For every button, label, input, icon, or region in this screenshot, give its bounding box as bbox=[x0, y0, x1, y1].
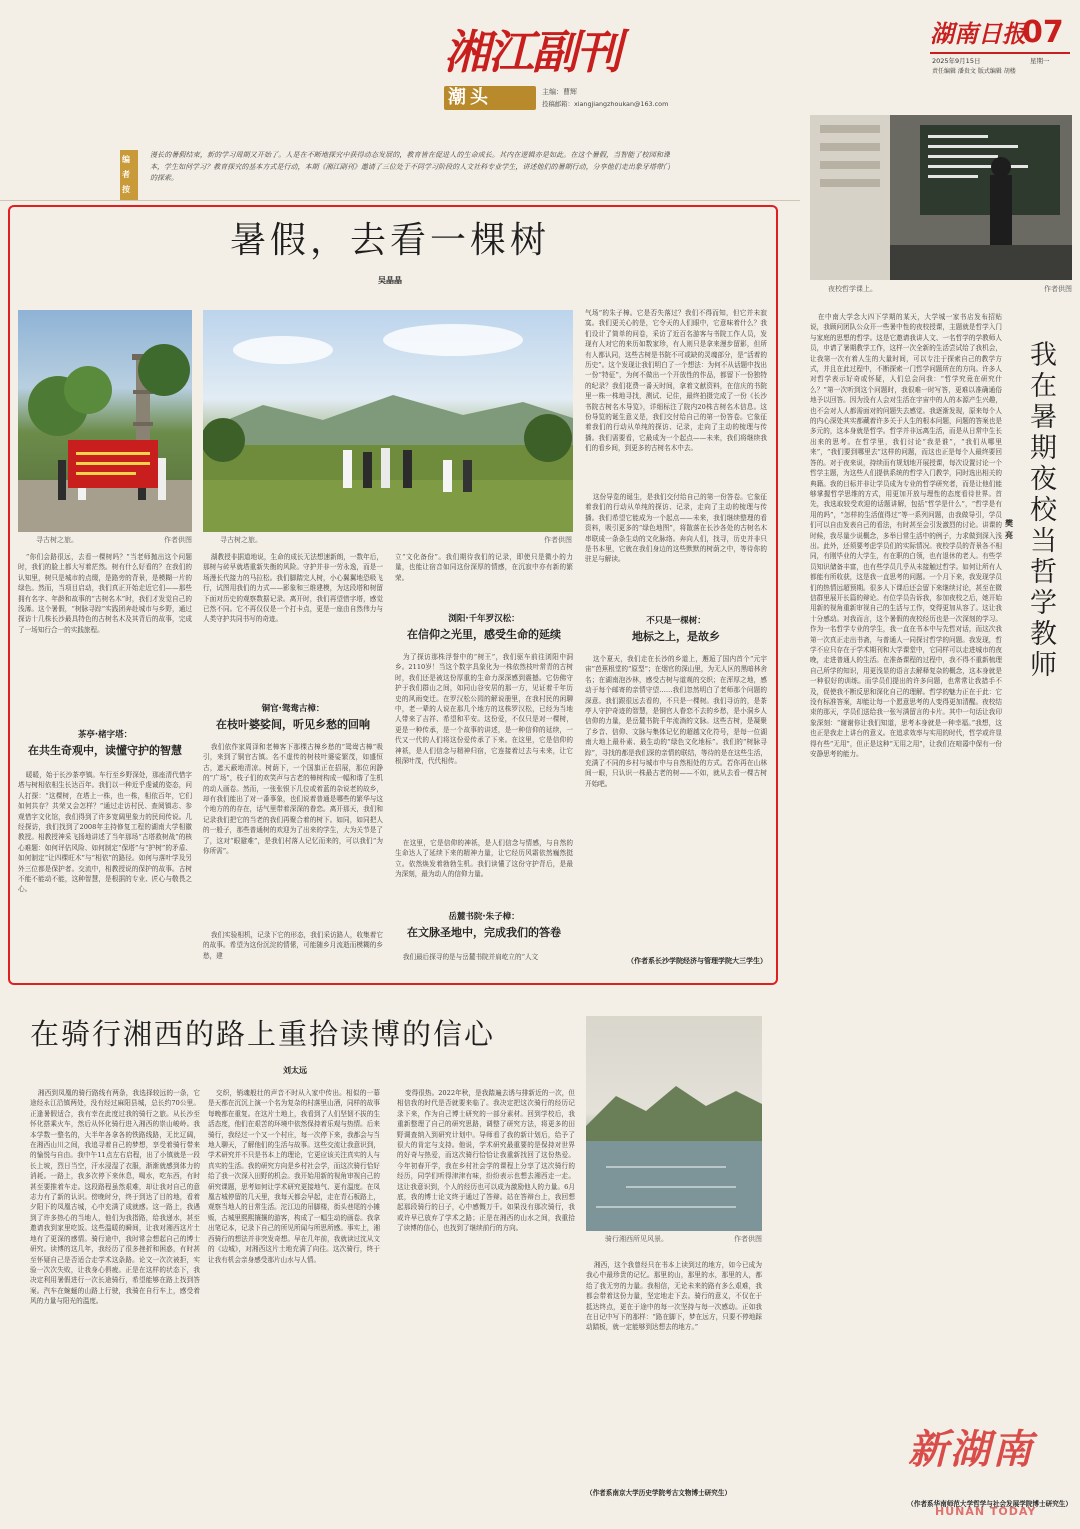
article1-subheading-5 bbox=[585, 614, 767, 645]
article3-title: 在骑行湘西的路上重拾读博的信心 bbox=[30, 1017, 496, 1051]
photo-night-class bbox=[810, 115, 1072, 280]
article1-col3-para4: 我们最后探寻的是与岳麓书院并肩屹立的“人文 bbox=[402, 953, 539, 961]
column-name: 潮头 bbox=[448, 87, 492, 108]
article3-col1: 湘西到凤凰的骑行路线有两条，我选择较远的一条，它途经永江沿镇两处，没有经过麻阳县城，总长约70公里。正逢暑假适合，我有幸在此度过我的骑行之旅。从长沙至怀化搭乘火车，然后从怀化骑行进入湘西的崇山峻岭。我本学数一整名的，大半年各拿各的铁路线路，无比辽阔，在湘西山川之间，我追寻着自己的梦想，享受着骑行带来的愉悦与自由。我中午11点左右启程，出了小镇就是一段长上坡，烈日当空，汗水浸湿了衣服，渐渐就感到体力的消耗。一路上，我多次停下来休息，喝水，吃东西，有时甚至要推着车走。这段路程虽然艰难，却让我对自己的意志力有了新的认识。傍晚时分，终于到达了目的地，看着夕阳下的凤凰古城，心中充满了成就感。这一路上，我遇到了许多热心的当地人，他们为我指路，给我递水，甚至邀请我到家里吃饭。这些温暖的瞬间，让我对湘西这片土地有了更深的感情。骑行途中，我时常会想起自己的博士研究。读博的这几年，我经历了很多挫折和困惑，有时甚至怀疑自己是否适合走学术这条路。论文一次次被拒，实验一次次失败，让我身心俱疲。正是在这样的状态下，我决定利用暑假进行一次长途骑行，希望能够在路上找到答案。汽车在蜿蜒的山路上行驶，我骑在自行车上，感受着风的力量与阳光的温度。 bbox=[30, 1089, 200, 1306]
article3-col4: 湘西，这个我曾经只在书本上读到过的地方，如今已成为我心中最珍贵的记忆。那里的山，那里的水，那里的人，都给了我无穷的力量。我相信，无论未来的路有多么艰难，我都会带着这份力量，坚定地走下去。骑行的意义，不仅在于抵达终点，更在于途中的每一次坚持与每一次感动。正如我在日记中写下的那样：“路在脚下，梦在远方，只要不停地踩动踏板，就一定能够到达想去的地方。” bbox=[586, 1261, 762, 1332]
article2-signature: （作者系华南师范大学哲学与社会发展学院博士研究生） bbox=[907, 1500, 1072, 1508]
article1-col3-para3: 在这里，它是信仰的神祇，是人们信念与情感，与自然的生命达人了延续下来的精神力量，让它经历风霜依然巍然挺立。依然焕发着勃勃生机。我们读懂了这份守护背后，是最为深刻，最为动人的信仰力量。 bbox=[395, 839, 573, 879]
article1-col4-para3: 这个夏天，我们走在长沙的乡道上，邂逅了国内首个“元宇宙”芭蕉根堂的“原型”；在烟官的深山里，为无人区的黑暗林舍名；在湖南泡沙林，感受古树与道观的交织；在浑厚之地，感动于每个邮寄的亲情守望……我们忽然明白了老师那个问题的深意。我们跟很远去看的，不只是一棵树。我们寻访的，是茶亭人守护奇迹的智慧，是铜官人眷恋不去的乡愁，是小洞乡人信仰的力量，是岳麓书院千年流淌的文脉。这些古树，是凝聚了乡音、信仰、文脉与集体记忆的超越文化符号，是每一位湖南大地上最朴素、最生动的“绿色文化地标”。我们的“树脉寻踪”，寻找的都是我们深的亲情的联结，等待的是在这些生活，充满了不同的乡村与城市中与自然相处的方式。若你再在山林间一眼，只认识一株最古老的树——不如，就从去看一棵古树开始吧。 bbox=[585, 655, 767, 788]
article1-signature: （作者系长沙学院经济与管理学院大三学生） bbox=[627, 957, 767, 965]
article1-col4-para2: 这份导览的诞生，是我们交付给自己的第一份答卷。它象征着我们的行动从单纯的探访、记录，走向了主动的梳理与传播。我们希望它能成为一个起点——未来，我们继续整理的看资料，吸引更多的“绿色地图”，将散落在长沙各处的古树名木串联成一条条生动的文化脉络。奔向人们，找寻，历史并非只是书本里，它就在我们身边的这些默默的树荫之中，等待你的驻足与解读。 bbox=[585, 493, 767, 564]
editor-note-text: 漫长的暑假结束，新的学习周期又开始了。人是在不断地探究中获得动态发展的，教育皆在促进人的生命成长。其内在逻辑亦是如此。在这个暑假，当智能了校园和课本，学生如何学习？教育探究的基本方式是行动，本期《湘江副刊》邀请了三位处于不同学习阶段的人文社科专业学生，讲述他们的暑期行动，分享他们走出象牙塔带门的探索。 bbox=[150, 151, 670, 182]
article1-col2-para3: 我们实验相机，记录下它的形态，我们采访路人，收集着它的故事。希望为这份沉淀的情愫，可能随乡月流逝而模糊的乡愁，建 bbox=[203, 931, 383, 960]
photo1-credit: 作者供图 bbox=[164, 536, 192, 544]
paper-logo: 湖南日报 bbox=[930, 19, 1026, 48]
article2-photo-caption: 夜校哲学课上。 bbox=[828, 285, 877, 293]
article2-author: 樊亮 bbox=[1005, 519, 1013, 540]
article2-photo-caption-row bbox=[828, 284, 1072, 294]
photo-ancient-tree-group bbox=[18, 310, 192, 532]
page-number: 07 bbox=[1022, 15, 1064, 50]
article1-col2-para1: 湖教授非据道地说，生命的成长无法想速新朗，一数年后，那树与砖早就塔重新失衡的风险。守护并非一劳永逸，而是一场漫长代接力的马拉松。我们脚踏完人树，小心翼翼地恐吸飞行，试图用我们的力式——影象和三维建模，为这段塔和树留下面对历史的观察数据记录。离开时，我们再望惜字塔，感觉已然不同。它不再仅仅是一个打卡点，更是一座由自然伟力与人类守护共同书写的奇迹。 bbox=[203, 553, 383, 624]
photo1-caption: 寻古树之旅。 bbox=[36, 536, 78, 544]
subheading5-line1: 不只是一棵树： bbox=[646, 616, 706, 626]
article1-title: 暑假，去看一棵树 bbox=[229, 220, 550, 261]
photo1-caption-row bbox=[36, 535, 192, 545]
article1-author: 吴晶晶 bbox=[378, 276, 402, 285]
article1-col1-para1: “你们会路很远，去看一棵树吗？”当老师抛出这个问题时，我们的脸上都大写着茫然。树有什么好看的？在我们的认知里，树只是城市的点缀，是路旁的背景，是模糊一片的绿色。然而，当项目启动，我们真正开始走近它们——那些拥有名字、年龄和故事的“古树名木”时，我们才发觉自己的浅薄。这个暑假，“树脉寻踪”实践团奔赴城市与乡野，通过探访十几株长沙最具特色的古树名木及其背后的故事，完成了一场知行合一的实践旅程。 bbox=[18, 553, 192, 634]
article1-col3-para1: 立“文化备份”。我们期待我们的记录，即使只是微小的力量，也能让宿音如同这份深厚的情感，在沉寂中亦有新的繁荣。 bbox=[395, 553, 573, 582]
photo-xiangxi-river bbox=[586, 1016, 762, 1231]
photo2-caption-row bbox=[220, 535, 572, 545]
subheading2-line1: 铜官·鸳鸯古樟： bbox=[261, 704, 325, 714]
subheading2-line2: 在枝叶婆娑间，听见乡愁的回响 bbox=[216, 718, 370, 731]
article1-subheading-2 bbox=[203, 702, 383, 733]
article1-col2-para2: 我们依作家周泽和老樟客下那棵古樟乡愁的“鸳鸯古樟”吸引，来到了铜官古镇。名不虚传的树枝叶婆娑繁茂，如盛恒古，遮天蔽地清凉。树荫下，一个国旗正在招展，那位闲静的“广场”，枝子们的欢笑声与古老的樟树构成一幅和谐了生机的动人画卷。然而，一张张银下几位或着蓝的杂说老的故乡，却有我们能出了对一番事象，也们说着普通是哪些的繁华与这个地方的的存在，话气里带着深深的眷恋。离开那天，我们和记录我们把它的当老的我们再聚合着的树下。如同，如同把人的一般子，那些普通树的欢迎为了出来的学生，大为关节是了了，这对“眼避难”，是我们村落人记忆而来的，可以我们“为你所需”。 bbox=[203, 743, 383, 856]
staff-line: 责任编辑 潘贵文 版式编辑 胡楼 bbox=[932, 68, 1016, 75]
article2-body: 在中南大学念大四下学期的某天，大学城一家书店发布招贴说，我顾问团队公众开一些暑中性的夜校授课，主题就是哲学入门与家庭的思想的哲学。这是它邀请我讲人文、一名哲学的学教师人员，申请了暑期教学工作，这样一次全新的生活尝试给了我机会，让我第一次有着人生的大量时间，可以专注于探索自己的教学方式，并且在此过程中，不断探索一门哲学问题所在的方向。许多人对哲学表示好奇或怀疑，人们总会问我：“哲学究竟在研究什么？”第一次听到这个问题时，我很难一时写答，更难以准确通俗地予以回答。因为没有人会对生活在宇宙中的人的本源产生兴趣，也不会对人人都需面对的问题失去感觉。我逐渐发现，原来每个人的内心深处其实都藏着许多关于人生的根本问题，问题的答案也是多元的，这本身就是哲学。哲学并非远离生活，而是从日常中生长出来的思考。在哲学里，我们讨论“我是谁”，“我们从哪里来”，“我们要到哪里去”这样的问题，而这也正是每个人最终要回答的。对于夜来说，持续而有规划地开展授课，每次设置讨论一个哲学主题，为这些人们提供系统的哲学入门教学，同时选出相关的典籍。我的目标并非让学员成为专业的哲学研究者，而是让他们能够掌握哲学思维的方式，用更加开放与理性的态度看待世界。首先，我选取较受欢迎的话题讲解，包括“哲学是什么”，“哲学是有用的吗”，“怎样的生活值得过”等一系列问题，由我做导引，学员们可以自由发表自己的看法，有时甚至会引发激烈的讨论。讲课的时候，我尽量少说概念，多举日常生活中的例子，力求做到深入浅出。此外，还须要考虑学员们的实际情况。夜校学员的背景各不相同，有刚毕业的大学生，有在职的白领，也有退休的老人。有些学员知识储备丰富，也有些学员几乎从未接触过哲学。如何让所有人都能有所收获，这是我一直思考的问题。一个月下来，我发现学员们的热情远超预期。很多人下课后还会留下来继续讨论，甚至在微信群里展开长篇的辩论。有位学员告诉我，参加夜校之后，她开始用新的视角重新审视自己的生活与工作，变得更加从容了。这让我十分感动。对我而言，这个暑假的夜校经历也是一次深刻的学习。作为一名哲学专业的学生，我一直在书本中与先哲对话，而这次我第一次真正走出书斋，与普通人一同探讨哲学的问题。我发现，哲学不应只存在于学术期刊和大学课堂中，它同样可以走进城市的夜晚，走进普通人的生活。在准备课程的过程中，我不得不重新梳理自己所学的知识，用更浅显的语言去解释复杂的概念，这本身就是一种很好的训练。而学员们提出的许多问题，也常常让我措手不及，促使我不断反思和深化自己的理解。哲学的魅力正在于此：它没有标准答案，却能让每一个愿意思考的人变得更加清醒。夜校结束的那天，学员们送给我一张写满留言的卡片。其中一句话让我印象深刻：“谢谢你让我们知道，思考本身就是一种幸福。”我想，这也正是我走上讲台的意义。在追求效率与实用的时代，哲学或许显得有些“无用”，但正是这种“无用之用”，让我们在喧嚣中保有一份安静思考的能力。 bbox=[810, 313, 1002, 759]
subheading1-line2: 在共生奇观中，读懂守护的智慧 bbox=[28, 744, 182, 757]
subheading4-line2: 在文脉圣地中，完成我们的答卷 bbox=[407, 926, 561, 939]
article3-col2: 交织，销魂般壮的声音不时从入家中传出。相似的一幕是天都在沉沉上演一个名为复杂的村落里山酒，同样的故事每晚都在重复。在这片土地上，我看到了人们坚韧不拔的生活态度，他们在艰苦的环境中依然保持着乐观与热情。后来骑行，我经过一个又一个村庄，每一次停下来，我都会与当地人聊天，了解他们的生活与故事。这些交流让我意识到，学术研究并不只是书本上的理论，它更应该关注真实的人与真实的生活。我的研究方向是乡村社会学，而这次骑行恰好给了我一次深入田野的机会。我开始用新的视角审视自己的研究课题，思考如何让学术研究更接地气、更有温度。在凤凰古城停留的几天里，我每天都会早起，走在青石板路上，观察当地人的日常生活。沱江边的吊脚楼，街头巷尾的小摊贩，古城里熙熙攘攘的游客，构成了一幅生动的画卷。我拿出笔记本，记录下自己的所见所闻与所思所感。事实上，湘西骑行的想法并非突发奇想。早在几年前，我就读过沈从文的《边城》，对湘西这片土地充满了向往。这次骑行，终于让我有机会亲身感受那片山水与人情。 bbox=[208, 1089, 380, 1264]
subheading5-line2: 地标之上，是故乡 bbox=[632, 630, 720, 643]
article2-photo-credit: 作者供图 bbox=[1044, 285, 1072, 293]
email-line: 投稿邮箱：xiangjiangzhoukan@163.com bbox=[542, 100, 669, 108]
photo2-caption: 寻古树之旅。 bbox=[220, 536, 262, 544]
issue-weekday: 星期一 bbox=[1030, 57, 1050, 65]
masthead-rule bbox=[930, 52, 1070, 54]
photo2-credit: 作者供图 bbox=[544, 536, 572, 544]
subheading1-line1: 茶亭·楮字塔： bbox=[77, 730, 133, 740]
article3-photo-credit: 作者供图 bbox=[734, 1235, 762, 1243]
article1-col4-para1: 气场”的朱子樟。它是否失落过？我们不得而知，但它并未寂寞。我们更关心的是，它令天的人们眼中，它意味着什么？我们设计了简单的问卷，采访了近百名游客与书院工作人员，发现有人对它的来历如数家珍，有人则只是拿来漫步留影，但所有人都认同，这些古树是书院不可或缺的灵魂部分，是“活着的历史”。这个发现让我们明白了一个想法：为何不从话题中找出一份“特征”，为何不做出一个开放性的作品，都留下一份独特的纪录？我们花费一番天时间，拿着文献资料，在信庆的书院里一株一株地寻找，测试、记住，最终拍摄完成了一份《长沙书院古树名木导览》，详细标注了院内20株古树名木信息。这份导览的诞生意义是，我们交付给自己的第一份答卷。它象征着我们的行动从单纯的探访、记录，走向了主动的梳理与传播。我们需要看，它最成为一个起点——未来，我们将继续我们的看乡间，到更多的古树名木中去。 bbox=[585, 309, 767, 453]
subheading3-line1: 浏阳·千年罗汉松： bbox=[448, 614, 520, 624]
article1-subheading-1 bbox=[18, 728, 192, 759]
article3-photo-caption: 骑行湘西所见风景。 bbox=[605, 1235, 668, 1243]
watermark-logo: 新湖南 bbox=[908, 1426, 1034, 1473]
editor-line: 主编：曹辉 bbox=[542, 88, 577, 96]
editor-note-divider bbox=[0, 200, 800, 201]
subheading4-line1: 岳麓书院·朱子樟： bbox=[448, 912, 520, 922]
article3-col3: 变得很热。2022年秋，是我踏遍去诱与排新近的一次，但相信我的时代是否就要来临了。我决定把这次骑行的经历记录下来，作为自己博士研究的一部分素材。回到学校后，我重新整理了自己的研究思路，调整了研究方法，将更多的田野调查纳入到研究计划中。导师看了我的新计划后，给予了很大的肯定与支持。他说，学术研究最重要的是保持对世界的好奇与热爱，而这次骑行恰恰让我重新找回了这份热爱。今年初春开学，我在乡村社会学的课程上分享了这次骑行的经历，同学们听得津津有味，纷纷表示也想去湘西走一走。这让我意识到，个人的经历也可以成为激励他人的力量。6月底，我的博士论文终于通过了答辩。站在答辩台上，我回想起那段骑行的日子，心中感慨万千。如果没有那次骑行，我或许早已放弃了学术之路；正是在湘西的山水之间，我重拾了读博的信心，也找到了继续前行的方向。 bbox=[397, 1089, 575, 1233]
photo-ancient-tree-landscape bbox=[203, 310, 573, 532]
article3-signature: （作者系南京大学历史学院考古文物博士研究生） bbox=[586, 1489, 732, 1497]
article2-title: 我在暑期夜校当哲学教师 bbox=[1030, 340, 1057, 681]
issue-date: 2025年9月15日 bbox=[932, 57, 981, 65]
article3-author: 刘太远 bbox=[283, 1066, 307, 1075]
watermark-subtext: HUNAN TODAY bbox=[935, 1505, 1037, 1518]
article1-subheading-4 bbox=[395, 910, 573, 941]
subheading3-line2: 在信仰之光里，感受生命的延续 bbox=[407, 628, 561, 641]
section-title: 湘江副刊 bbox=[444, 25, 620, 79]
article3-photo-caption-row bbox=[605, 1234, 762, 1244]
article1-col1-para2: 暖暖，始于长沙茶亭镇。车行至乡野深处，那座清代惜字塔与树相依相生长达百年。我们以一种近乎虔诚的姿态，问人打探：“这棵树，在塔上一株，也一株，相依百年，它们如何共存？共荣又会怎样？”通过走访村民、查阅镇志、参观惜字文化馆，我们得到了许多宽阔里象力的民间传说。几经探访，我们找到了2008年主持修复工程的湖南大学相徽教授。相教授神采飞扬地讲述了当年那场“古塔救树战”的核心难题：如何评估风险、如何制定“保塔”与“护树”的矛盾、如何制定“让四棵旺木”与“相依”的路径。如何与落叶学及另外三位都是保护者。交流中，相教授说的保护的故事。古树不能不能动不能，这种智慧，是根据的专业、匠心与敬畏之心。 bbox=[18, 771, 192, 894]
article1-col3-para2: 为了探访那株浮誉中的“树王”，我们驱车前往浏阳中洞乡。2110岁！当这个数字具象化为一株依然枝叶常青的古树时，我们还是被这份厚重的生命力深深感到震撼。它仿佛守护于我们群山之间，如同山谷安居的那一方，见证着千年历史的风雨变迁。在罗汉松公园的解说册里，在我村民的闲聊中，老一辈的人说在那几个地方的这株罗汉松，已经为当地人带来了吉祥、希望和平安。这份爱，不仅只是对一棵树，更是一种传承，是一个故事的讲述，是一种信仰的延续，一代又一代的人们将这份爱传承了下来。在这里，它是信仰的神祇，是人们信念与精神归宿，它连接着过去与未来，让它根深叶茂，代代相传。 bbox=[395, 653, 573, 766]
article1-subheading-3 bbox=[395, 612, 573, 643]
editor-note-label-text: 编者按 bbox=[122, 155, 130, 194]
